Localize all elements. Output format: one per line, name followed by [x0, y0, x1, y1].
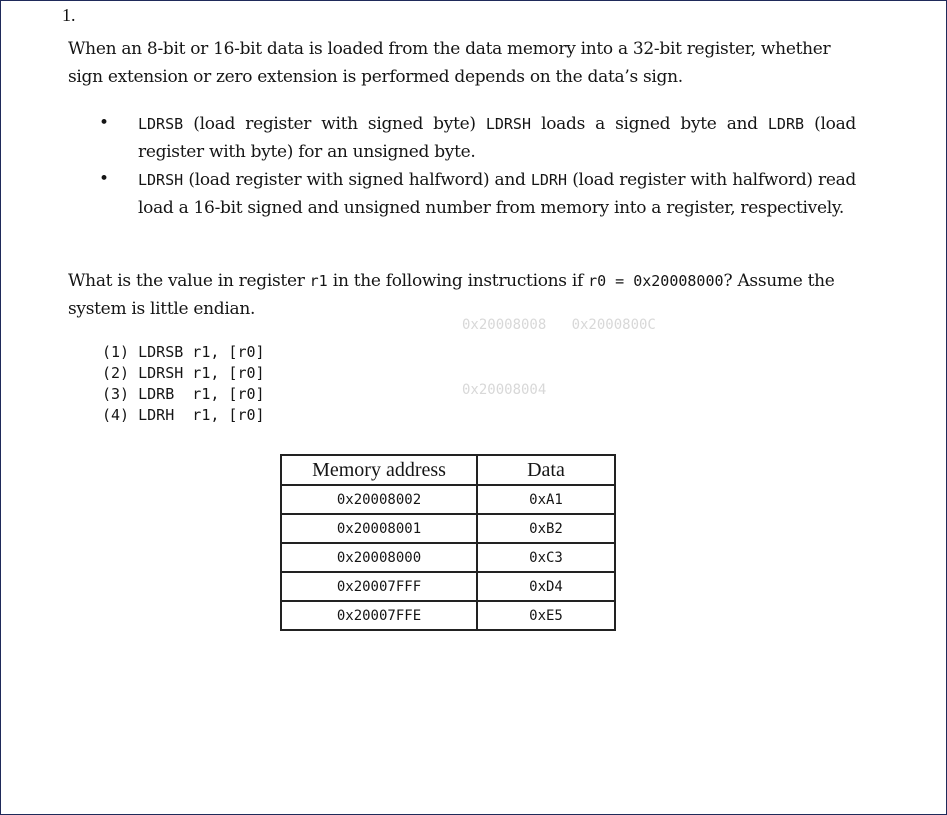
bullet-dot: •: [99, 113, 110, 133]
mnemonic: LDRH: [530, 171, 567, 189]
question-text: What is the value in register: [68, 271, 310, 291]
address-cell: 0x20008000: [281, 543, 477, 572]
register-condition: r0 = 0x20008000: [588, 272, 724, 290]
mnemonic: LDRSH: [138, 171, 184, 189]
bullet-dot: •: [99, 169, 110, 189]
mnemonic: LDRSB: [138, 115, 184, 133]
data-cell: 0xD4: [477, 572, 615, 601]
bullet-text: loads a signed byte and: [530, 114, 768, 134]
table-row: [281, 601, 615, 630]
question-text: ? Assume the system is little endian.: [68, 271, 835, 319]
data-cell: 0xC3: [477, 543, 615, 572]
question-paragraph: [68, 267, 858, 323]
bleed-through: 0x20008004: [462, 382, 547, 398]
instruction-line: (4) LDRH r1, [r0]: [102, 406, 265, 424]
question-number: 1.: [62, 5, 76, 25]
instruction-list: [102, 342, 265, 426]
data-cell: 0xA1: [477, 485, 615, 514]
memory-table: [280, 454, 616, 631]
mnemonic: LDRB: [767, 115, 805, 133]
table-row: [281, 572, 615, 601]
bullet-text: (load register with halfword) read load a 16-bit signed and unsigned number from memory into a register, respectively.: [138, 170, 856, 218]
address-cell: 0x20007FFE: [281, 601, 477, 630]
data-cell: 0xB2: [477, 514, 615, 543]
intro-paragraph: When an 8-bit or 16-bit data is loaded from the data memory into a 32-bit register, whether sign extension or zero extension is performed depends on the data’s sign.: [68, 39, 831, 87]
column-header-data: Data: [477, 455, 615, 485]
bullet-item-1: [138, 110, 856, 166]
instruction-line: (2) LDRSH r1, [r0]: [102, 364, 265, 382]
scanned-textbook-excerpt: [62, 30, 862, 660]
table-header-row: [281, 455, 615, 485]
data-cell: 0xE5: [477, 601, 615, 630]
table-row: [281, 543, 615, 572]
bullet-text: (load register with signed halfword) and: [183, 170, 531, 190]
question-text: in the following instructions if: [327, 271, 589, 291]
instruction-line: (3) LDRB r1, [r0]: [102, 385, 265, 403]
register-name: r1: [309, 272, 328, 290]
instruction-line: (1) LDRSB r1, [r0]: [102, 343, 265, 361]
address-cell: 0x20007FFF: [281, 572, 477, 601]
bullet-item-2: [138, 166, 856, 222]
column-header-address: Memory address: [281, 455, 477, 485]
table-row: [281, 514, 615, 543]
bullet-text: (load register with byte) for an unsigned byte.: [138, 114, 856, 162]
bleed-through: 0x20008008 0x2000800C: [462, 317, 656, 333]
mnemonic: LDRSH: [485, 115, 531, 133]
bullet-text: (load register with signed byte): [183, 114, 486, 134]
table-row: [281, 485, 615, 514]
address-cell: 0x20008002: [281, 485, 477, 514]
address-cell: 0x20008001: [281, 514, 477, 543]
